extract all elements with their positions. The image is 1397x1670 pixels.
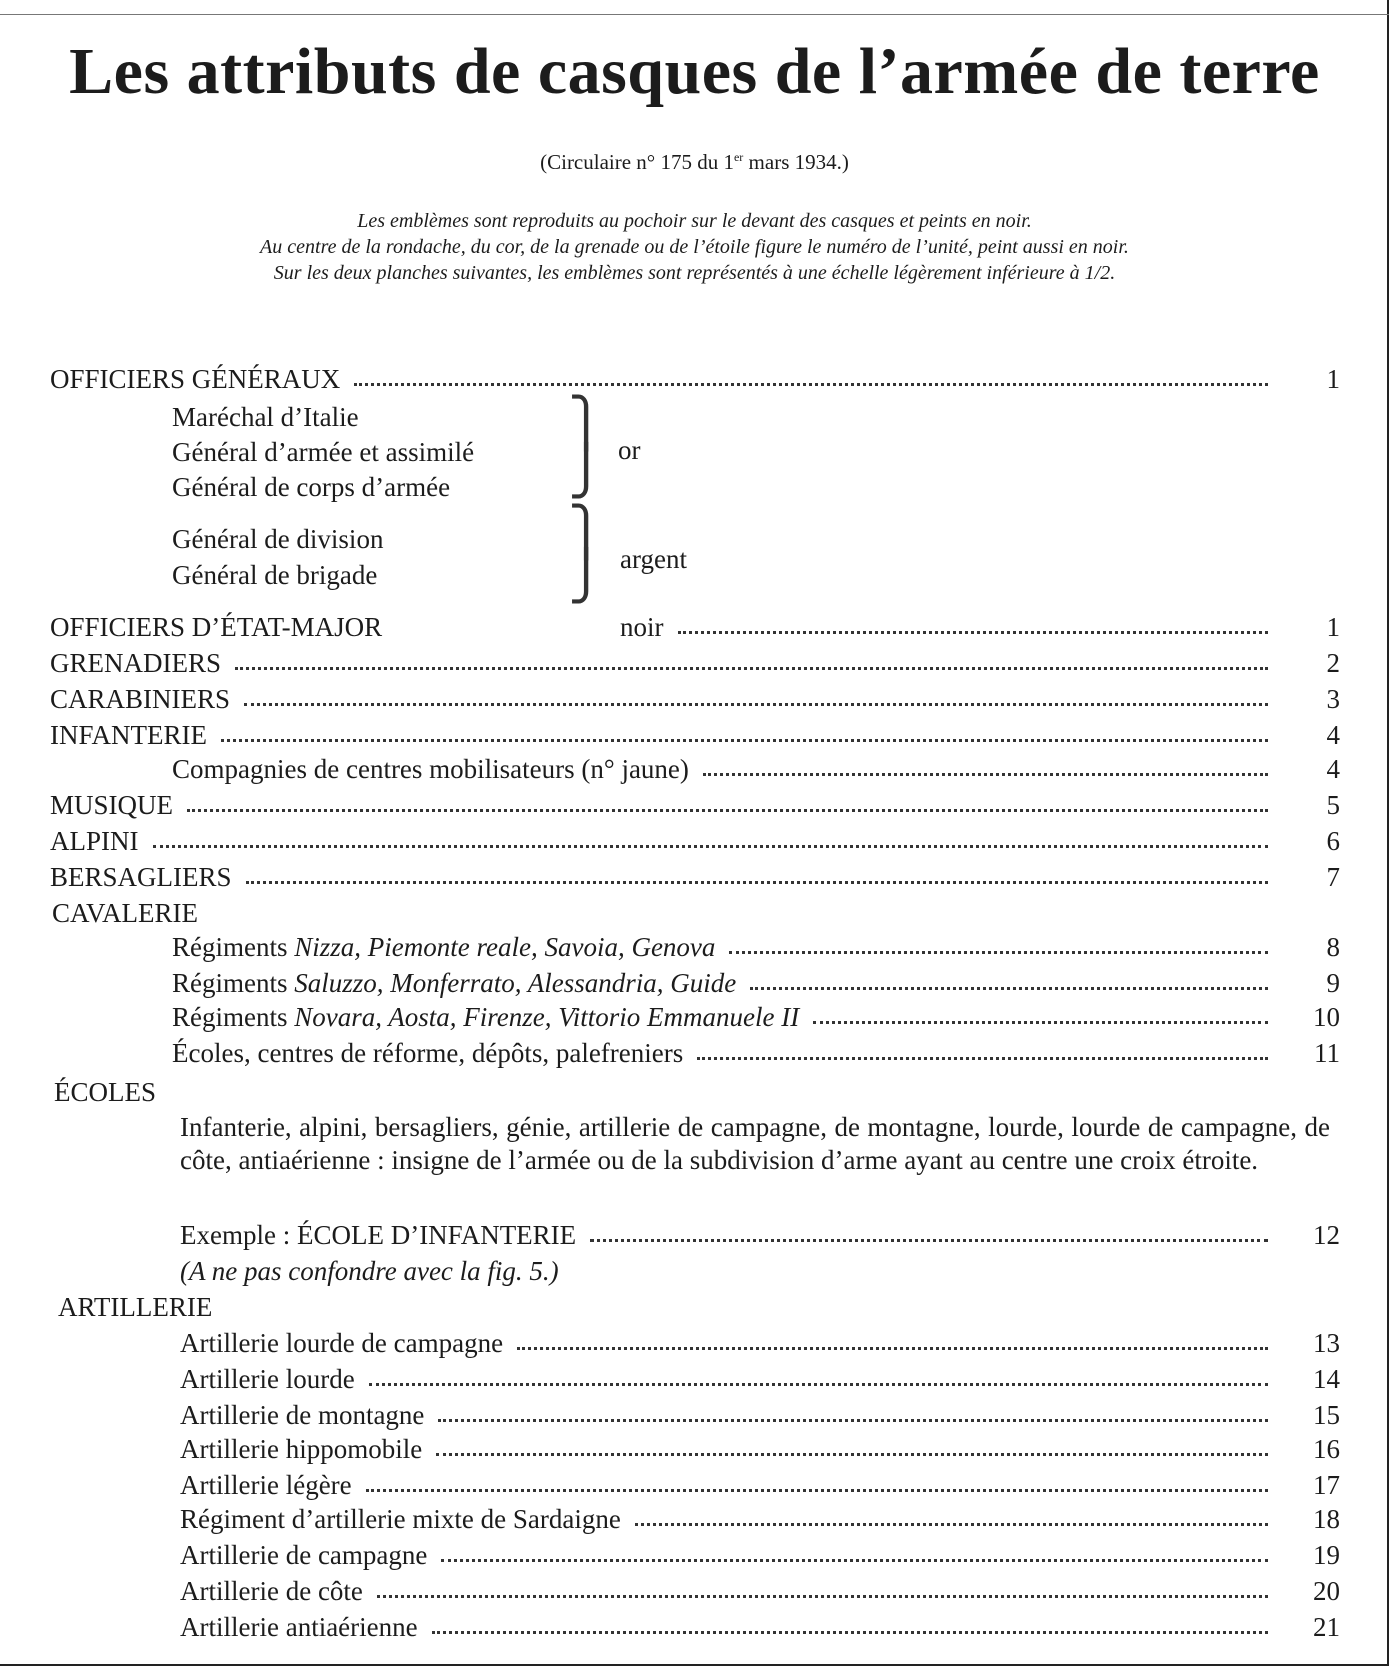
leader-dots [635,1523,1268,1526]
rank-general-armee: Général d’armée et assimilé [172,437,475,467]
brace-top-icon: ⎫ [568,395,604,451]
entry-infanterie: INFANTERIE 4 [50,720,1340,750]
intro-line: Au centre de la rondache, du cor, de la grenade ou de l’étoile figure le numéro de l’unité, peint aussi en noir. [260,236,1129,258]
leader-dots [244,703,1268,706]
entry-artillerie-15: Artillerie de montagne 15 [180,1400,1340,1430]
rank-general-corps: Général de corps d’armée [172,472,451,502]
heading-ecoles: ÉCOLES [54,1077,157,1107]
ecoles-description: Infanterie, alpini, bersagliers, génie, artillerie de campagne, de montagne, lourde, lourde de campagne, de côte, antiaérienne : insigne de l’armée ou de la subdivision d’arme ayant au centre une croix étroite. [180,1112,1330,1175]
leader-dots [441,1559,1268,1562]
brace-bottom-icon: ⎭ [568,548,604,604]
ecoles-note: (A ne pas confondre avec la fig. 5.) [180,1256,559,1286]
entry-artillerie-14: Artillerie lourde 14 [180,1364,1340,1394]
entry-etat-major: OFFICIERS D’ÉTAT-MAJOR noir 1 [50,612,1340,642]
circulaire-reference: (Circulaire n° 175 du 1er mars 1934.) [540,150,849,174]
leader-dots [697,1057,1268,1060]
heading-artillerie: ARTILLERIE [58,1292,213,1322]
leader-dots [703,773,1268,776]
leader-dots [377,1595,1268,1598]
entry-artillerie-17: Artillerie légère 17 [180,1470,1340,1500]
entry-cavalerie-4: Écoles, centres de réforme, dépôts, palefreniers 11 [172,1038,1340,1068]
color-argent: argent [620,544,687,574]
color-noir: noir [620,612,664,642]
leader-dots [366,1489,1268,1492]
rank-marechal: Maréchal d’Italie [172,402,359,432]
heading-cavalerie: CAVALERIE [52,898,199,928]
leader-dots [369,1383,1268,1386]
leader-dots [246,881,1268,884]
brace-top-icon: ⎫ [568,504,604,560]
intro-line: Les emblèmes sont reproduits au pochoir sur le devant des casques et peints en noir. [357,210,1032,232]
leader-dots [187,809,1268,812]
entry-cavalerie-3: Régiments Novara, Aosta, Firenze, Vittorio Emmanuele II 10 [172,1002,1340,1032]
leader-dots [813,1021,1268,1024]
entry-compagnies-centres: Compagnies de centres mobilisateurs (n° jaune) 4 [172,754,1340,784]
entry-artillerie-19: Artillerie de campagne 19 [180,1540,1340,1570]
entry-artillerie-13: Artillerie lourde de campagne 13 [180,1328,1340,1358]
leader-dots [153,845,1269,848]
entry-officiers-generaux: OFFICIERS GÉNÉRAUX 1 [50,364,1340,394]
brace-bottom-icon: ⎭ [568,443,604,499]
entry-artillerie-20: Artillerie de côte 20 [180,1576,1340,1606]
rank-general-brigade: Général de brigade [172,560,378,590]
leader-dots [678,631,1269,634]
leader-dots [235,667,1268,670]
entry-cavalerie-1: Régiments Nizza, Piemonte reale, Savoia, Genova 8 [172,932,1340,962]
leader-dots [750,987,1268,990]
rank-general-division: Général de division [172,524,384,554]
entry-artillerie-18: Régiment d’artillerie mixte de Sardaigne 18 [180,1504,1340,1534]
leader-dots [438,1419,1268,1422]
entry-artillerie-16: Artillerie hippomobile 16 [180,1434,1340,1464]
entry-carabiniers: CARABINIERS 3 [50,684,1340,714]
entry-ecole-exemple: Exemple : ÉCOLE D’INFANTERIE 12 [180,1220,1340,1250]
page-title: Les attributs de casques de l’armée de terre [69,35,1320,108]
entry-artillerie-21: Artillerie antiaérienne 21 [180,1612,1340,1642]
intro-line: Sur les deux planches suivantes, les emblèmes sont représentés à une échelle légèrement inférieure à 1/2. [273,262,1116,284]
entry-grenadiers: GRENADIERS 2 [50,648,1340,678]
leader-dots [436,1453,1268,1456]
leader-dots [590,1239,1268,1242]
entry-cavalerie-2: Régiments Saluzzo, Monferrato, Alessandria, Guide 9 [172,968,1340,998]
intro-paragraph [0,208,1389,286]
leader-dots [517,1347,1268,1350]
entry-musique: MUSIQUE 5 [50,790,1340,820]
leader-dots [432,1631,1268,1634]
leader-dots [354,383,1268,386]
leader-dots [729,951,1268,954]
top-rule [0,0,1389,15]
entry-bersagliers: BERSAGLIERS 7 [50,862,1340,892]
color-or: or [618,435,641,465]
entry-alpini: ALPINI 6 [50,826,1340,856]
leader-dots [221,739,1268,742]
